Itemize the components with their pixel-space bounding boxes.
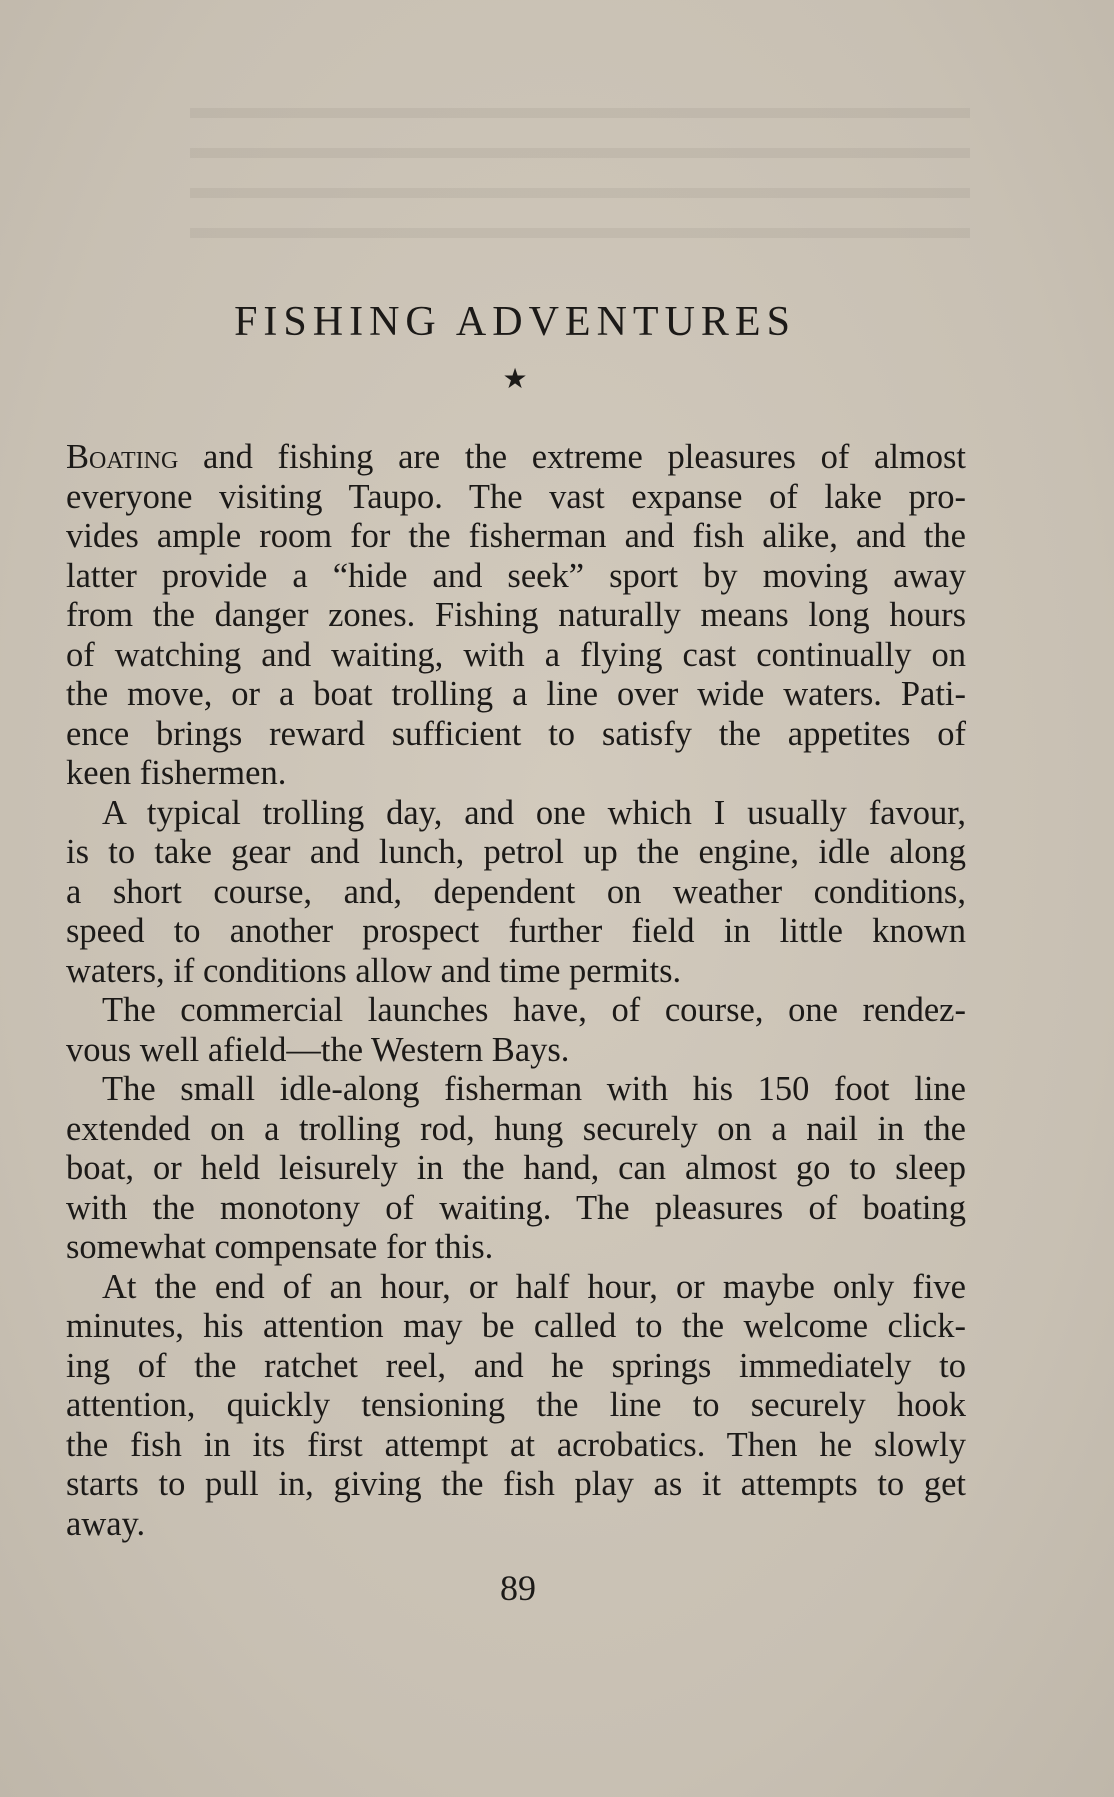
text-line: the fish in its first attempt at acrobatics. Then he slowly [66,1425,966,1464]
text-line: The commercial launches have, of course, one rendez- [102,991,966,1029]
text-line: away. [66,1504,146,1543]
text-line: with the monotony of waiting. The pleasures of boating [66,1188,966,1227]
chapter-heading: FISHING ADVENTURES [234,299,796,345]
text-line: a short course, and, dependent on weather conditions, [66,872,966,911]
text-line: from the danger zones. Fishing naturally means long hours [66,596,966,634]
text-line: Boating and fishing are the extreme pleasures of almost [66,438,966,476]
page-number: 89 [500,1568,536,1608]
text-line: the move, or a boat trolling a line over wide waters. Pati- [66,675,966,713]
body-text [66,438,966,1544]
text-line: ing of the ratchet reel, and he springs immediately to [66,1346,966,1385]
text-line: The small idle-along fisherman with his 150 foot line [102,1070,966,1108]
text-line: At the end of an hour, or half hour, or maybe only five [102,1267,966,1306]
text-line: boat, or held leisurely in the hand, can almost go to sleep [66,1149,966,1187]
text-line: vous well afield—the Western Bays. [66,1030,570,1069]
star-ornament: ★ [502,364,528,395]
text-line: starts to pull in, giving the fish play as it attempts to get [66,1465,966,1503]
text-line: attention, quickly tensioning the line to securely hook [66,1386,966,1424]
small-caps-lead: Boating [66,438,179,476]
text-line: everyone visiting Taupo. The vast expanse of lake pro- [66,477,966,516]
text-line: somewhat compensate for this. [66,1228,494,1266]
text-line: is to take gear and lunch, petrol up the engine, idle along [66,833,966,871]
text-line: extended on a trolling rod, hung securely on a nail in the [66,1109,966,1148]
text-line: of watching and waiting, with a flying cast continually on [66,635,966,674]
text-line: waters, if conditions allow and time permits. [66,951,682,990]
text-line: latter provide a “hide and seek” sport by moving away [66,556,966,595]
text-line: keen fishermen. [66,754,287,792]
text-line: ence brings reward sufficient to satisfy the appetites of [66,714,966,753]
text-line: A typical trolling day, and one which I usually favour, [102,793,966,832]
text-line: speed to another prospect further field in little known [66,912,966,950]
text-line: vides ample room for the fisherman and fish alike, and the [66,517,966,555]
text-line: minutes, his attention may be called to the welcome click- [66,1307,966,1345]
show-through-text [190,108,970,258]
